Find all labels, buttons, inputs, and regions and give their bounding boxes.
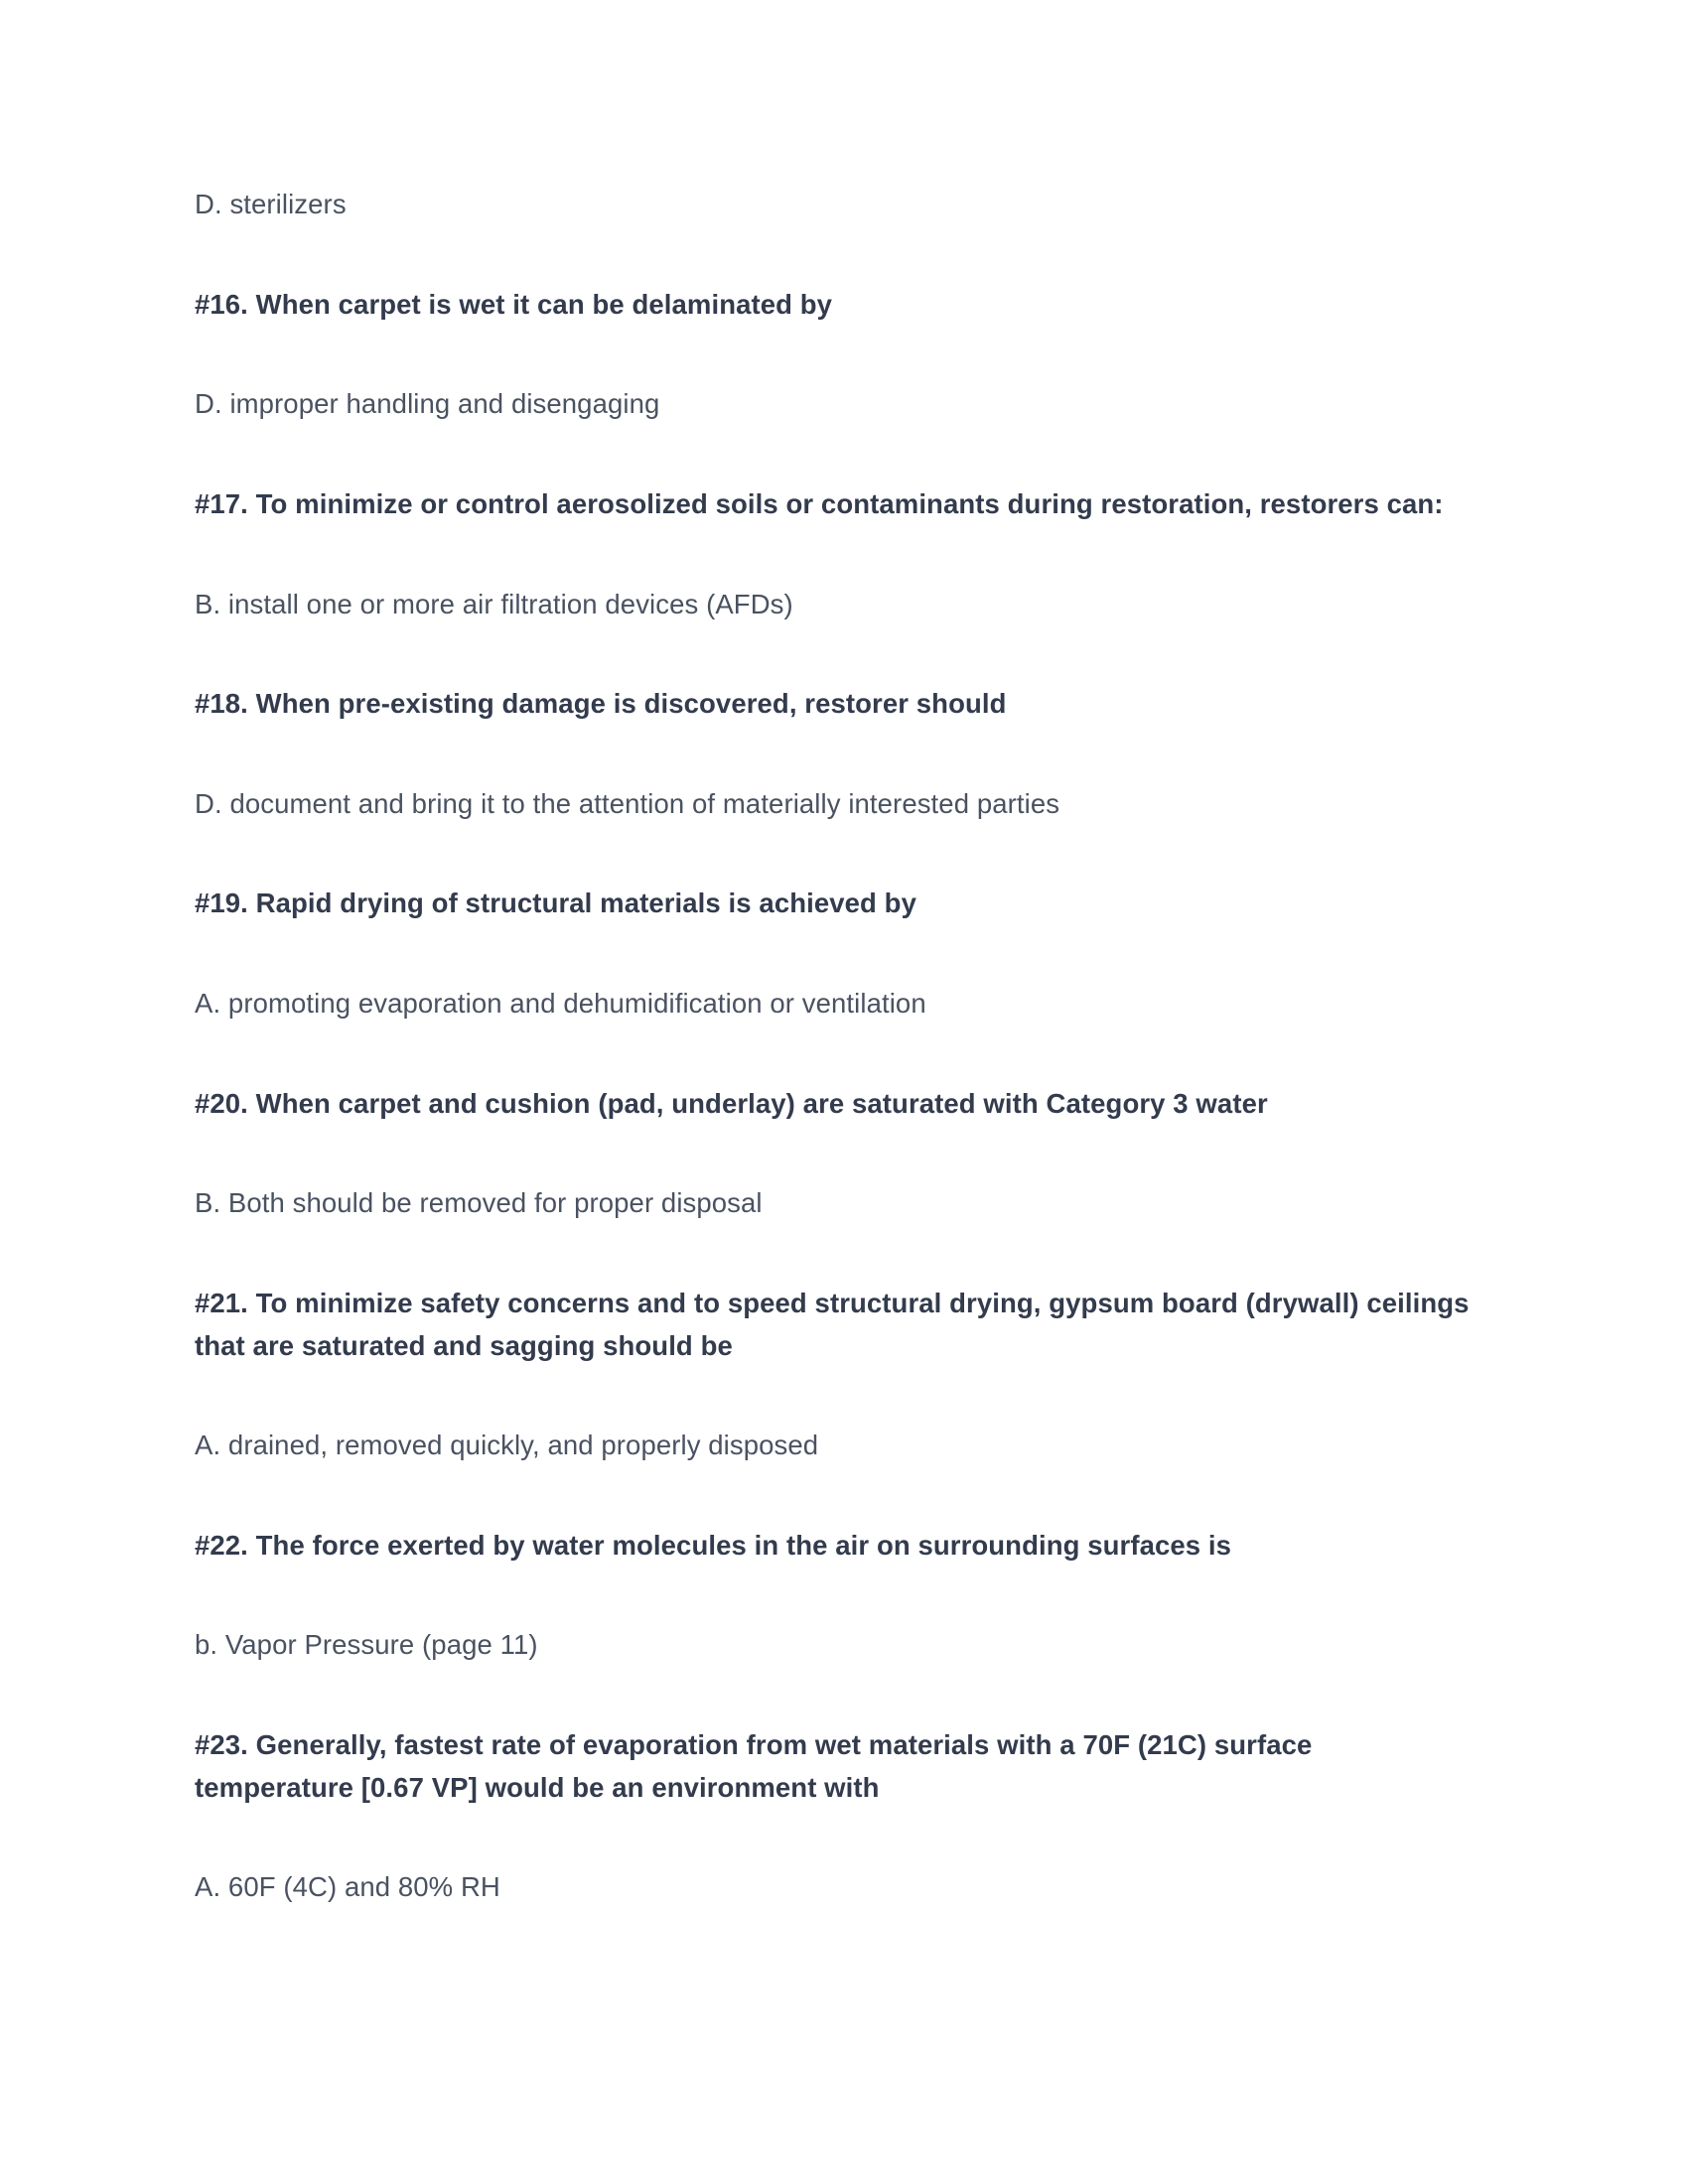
answer-paragraph: b. Vapor Pressure (page 11) — [195, 1629, 538, 1661]
answer-paragraph: A. 60F (4C) and 80% RH — [195, 1871, 500, 1903]
answer-paragraph: D. document and bring it to the attention of materially interested parties — [195, 787, 1060, 819]
question-paragraph: #22. The force exerted by water molecules in the air on surrounding surfaces is — [195, 1529, 1232, 1561]
question-paragraph: #23. Generally, fastest rate of evaporation from wet materials with a 70F (21C) surface temperature [0.67 VP] would be an environment with — [195, 1729, 1313, 1803]
answer-paragraph: B. Both should be removed for proper disposal — [195, 1187, 763, 1219]
question-paragraph: #19. Rapid drying of structural materials is achieved by — [195, 887, 916, 919]
answer-paragraph: A. promoting evaporation and dehumidification or ventilation — [195, 988, 926, 1019]
question-paragraph: #21. To minimize safety concerns and to speed structural drying, gypsum board (drywall) ceilings that are saturated and sagging should be — [195, 1287, 1470, 1361]
question-paragraph: #17. To minimize or control aerosolized soils or contaminants during restoration, restorers can: — [195, 487, 1444, 519]
document-body — [195, 184, 1476, 1909]
answer-paragraph: D. sterilizers — [195, 189, 347, 219]
answer-paragraph: B. install one or more air filtration devices (AFDs) — [195, 588, 793, 619]
question-paragraph: #20. When carpet and cushion (pad, underlay) are saturated with Category 3 water — [195, 1087, 1268, 1119]
question-paragraph: #16. When carpet is wet it can be delaminated by — [195, 288, 833, 320]
answer-paragraph: A. drained, removed quickly, and properly disposed — [195, 1430, 819, 1461]
answer-paragraph: D. improper handling and disengaging — [195, 388, 660, 420]
question-paragraph: #18. When pre-existing damage is discovered, restorer should — [195, 688, 1007, 720]
